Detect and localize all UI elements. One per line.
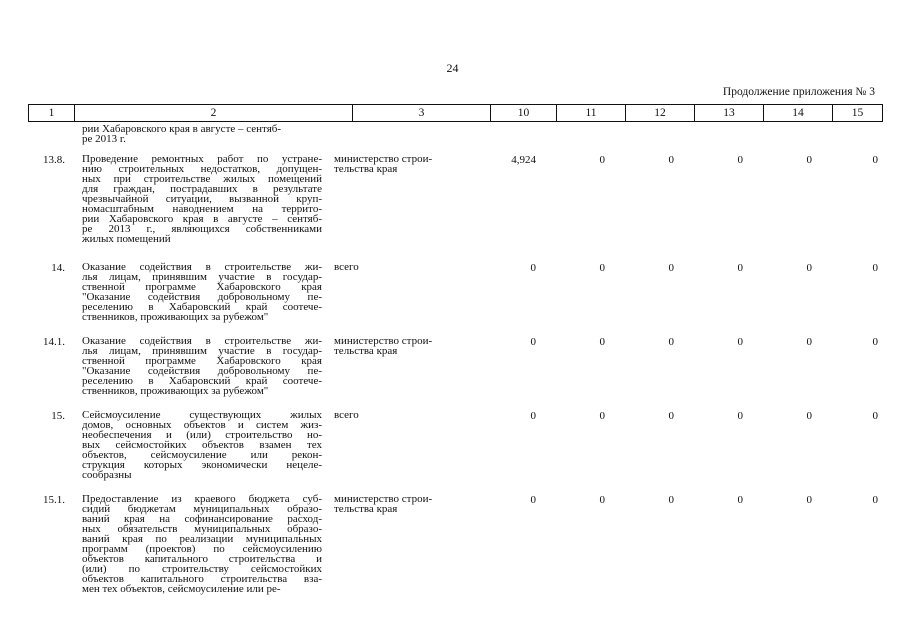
executor-line: министерство строи- xyxy=(334,153,433,165)
value-cell: 0 xyxy=(668,262,674,274)
row-executor xyxy=(334,494,459,514)
row-executor xyxy=(334,262,459,272)
value-cell: 0 xyxy=(872,336,878,348)
row-executor xyxy=(334,154,459,174)
description-line: ственников, проживающих за рубежом" xyxy=(82,385,269,397)
description-line: ственной программе Хабаровского края xyxy=(82,355,322,367)
row-executor xyxy=(334,410,459,420)
description-line: сидий бюджетам муниципальных образо- xyxy=(82,503,322,515)
value-cell: 0 xyxy=(668,494,674,506)
description-line: номасштабным наводнением на террито- xyxy=(82,203,322,215)
description-line: (или) по строительству сейсмостойких xyxy=(82,563,322,575)
description-line: "Оказание содействия добровольному пе- xyxy=(82,291,322,303)
continuation-label: Продолжение приложения № 3 xyxy=(722,86,875,98)
value-cell: 0 xyxy=(806,410,812,422)
description-line: программ (проектов) по сейсмоусилению xyxy=(82,543,322,555)
header-col-11: 11 xyxy=(556,105,625,121)
executor-line: министерство строи- xyxy=(334,335,433,347)
value-cell: 0 xyxy=(872,262,878,274)
table-header-row xyxy=(28,104,883,122)
description-line: домов, основных объектов и систем жиз- xyxy=(82,419,322,431)
description-line: Сейсмоусиление существующих жилых xyxy=(82,409,322,421)
executor-line: тельства края xyxy=(334,345,398,357)
header-col-2: 2 xyxy=(74,105,352,121)
row-description xyxy=(82,154,322,244)
description-line: струкция которых экономически нецеле- xyxy=(82,459,322,471)
description-line: рии Хабаровского края в августе – сентяб- xyxy=(82,213,322,225)
header-col-13: 13 xyxy=(694,105,763,121)
row-description xyxy=(82,262,322,322)
row-number: 14.1. xyxy=(43,336,65,348)
description-line: реселению в Хабаровский край соотече- xyxy=(82,375,322,387)
description-line: Оказание содействия в строительстве жи- xyxy=(82,335,322,347)
executor-line: тельства края xyxy=(334,163,398,175)
value-cell: 0 xyxy=(530,336,536,348)
row-description xyxy=(82,494,322,594)
description-line: Предоставление из краевого бюджета суб- xyxy=(82,493,322,505)
header-col-15: 15 xyxy=(832,105,883,121)
value-cell: 0 xyxy=(872,494,878,506)
carryover-line: ре 2013 г. xyxy=(82,133,126,145)
value-cell: 0 xyxy=(806,154,812,166)
value-cell: 0 xyxy=(530,494,536,506)
executor-line: всего xyxy=(334,409,359,421)
executor-line: всего xyxy=(334,261,359,273)
value-cell: 0 xyxy=(530,262,536,274)
executor-line: тельства края xyxy=(334,503,398,515)
description-line: ных при строительстве жилых помещений xyxy=(82,173,322,185)
description-line: объектов капитального строительства и xyxy=(82,553,322,565)
description-line: ственной программе Хабаровского края xyxy=(82,281,322,293)
description-line: ственников, проживающих за рубежом" xyxy=(82,311,269,323)
description-line: объектов, сейсмоусиление или рекон- xyxy=(82,449,322,461)
row-number: 15. xyxy=(51,410,65,422)
value-cell: 0 xyxy=(872,154,878,166)
description-line: реселению в Хабаровский край соотече- xyxy=(82,301,322,313)
carryover-line: рии Хабаровского края в августе – сентяб- xyxy=(82,123,282,135)
description-line: сообразны xyxy=(82,469,132,481)
description-line: лья лицам, принявшим участие в государ- xyxy=(82,345,322,357)
value-cell: 0 xyxy=(737,262,743,274)
value-cell: 0 xyxy=(668,154,674,166)
value-cell: 0 xyxy=(737,336,743,348)
value-cell: 0 xyxy=(599,410,605,422)
header-col-1: 1 xyxy=(28,105,74,121)
executor-line: министерство строи- xyxy=(334,493,433,505)
description-line: вых сейсмостойких объектов взамен тех xyxy=(82,439,322,451)
description-line: Оказание содействия в строительстве жи- xyxy=(82,261,322,273)
value-cell: 0 xyxy=(530,410,536,422)
row-executor xyxy=(334,336,459,356)
description-line: чрезвычайной ситуации, вызванной круп- xyxy=(82,193,322,205)
description-line: объектов капитального строительства вза- xyxy=(82,573,322,585)
row-description xyxy=(82,336,322,396)
row-description xyxy=(82,410,322,480)
value-cell: 4,924 xyxy=(511,154,536,166)
header-col-12: 12 xyxy=(625,105,694,121)
row-number: 13.8. xyxy=(43,154,65,166)
row-number: 15.1. xyxy=(43,494,65,506)
value-cell: 0 xyxy=(737,410,743,422)
description-line: мен тех объектов, сейсмоусиление или ре- xyxy=(82,583,281,595)
header-col-3: 3 xyxy=(352,105,490,121)
description-line: лья лицам, принявшим участие в государ- xyxy=(82,271,322,283)
value-cell: 0 xyxy=(599,494,605,506)
description-line: ре 2013 г., являющихся собственниками xyxy=(82,223,322,235)
description-line: ных обязательств муниципальных образо- xyxy=(82,523,322,535)
value-cell: 0 xyxy=(872,410,878,422)
value-cell: 0 xyxy=(806,494,812,506)
value-cell: 0 xyxy=(599,262,605,274)
value-cell: 0 xyxy=(599,336,605,348)
page-number: 24 xyxy=(446,61,459,75)
description-line: ваний края на софинансирование расход- xyxy=(82,513,322,525)
row-number: 14. xyxy=(51,262,65,274)
value-cell: 0 xyxy=(668,336,674,348)
description-line: для граждан, пострадавших в результате xyxy=(82,183,322,195)
header-col-10: 10 xyxy=(490,105,556,121)
value-cell: 0 xyxy=(737,494,743,506)
description-line: Проведение ремонтных работ по устране- xyxy=(82,153,322,165)
description-line: жилых помещений xyxy=(82,233,171,245)
description-line: необеспечения и (или) строительство но- xyxy=(82,429,322,441)
description-line: нию строительных недостатков, допущен- xyxy=(82,163,322,175)
value-cell: 0 xyxy=(806,262,812,274)
value-cell: 0 xyxy=(806,336,812,348)
carryover-text xyxy=(82,124,322,144)
value-cell: 0 xyxy=(737,154,743,166)
description-line: ваний края по реализации муниципальных xyxy=(82,533,322,545)
value-cell: 0 xyxy=(599,154,605,166)
value-cell: 0 xyxy=(668,410,674,422)
description-line: "Оказание содействия добровольному пе- xyxy=(82,365,322,377)
header-col-14: 14 xyxy=(763,105,832,121)
